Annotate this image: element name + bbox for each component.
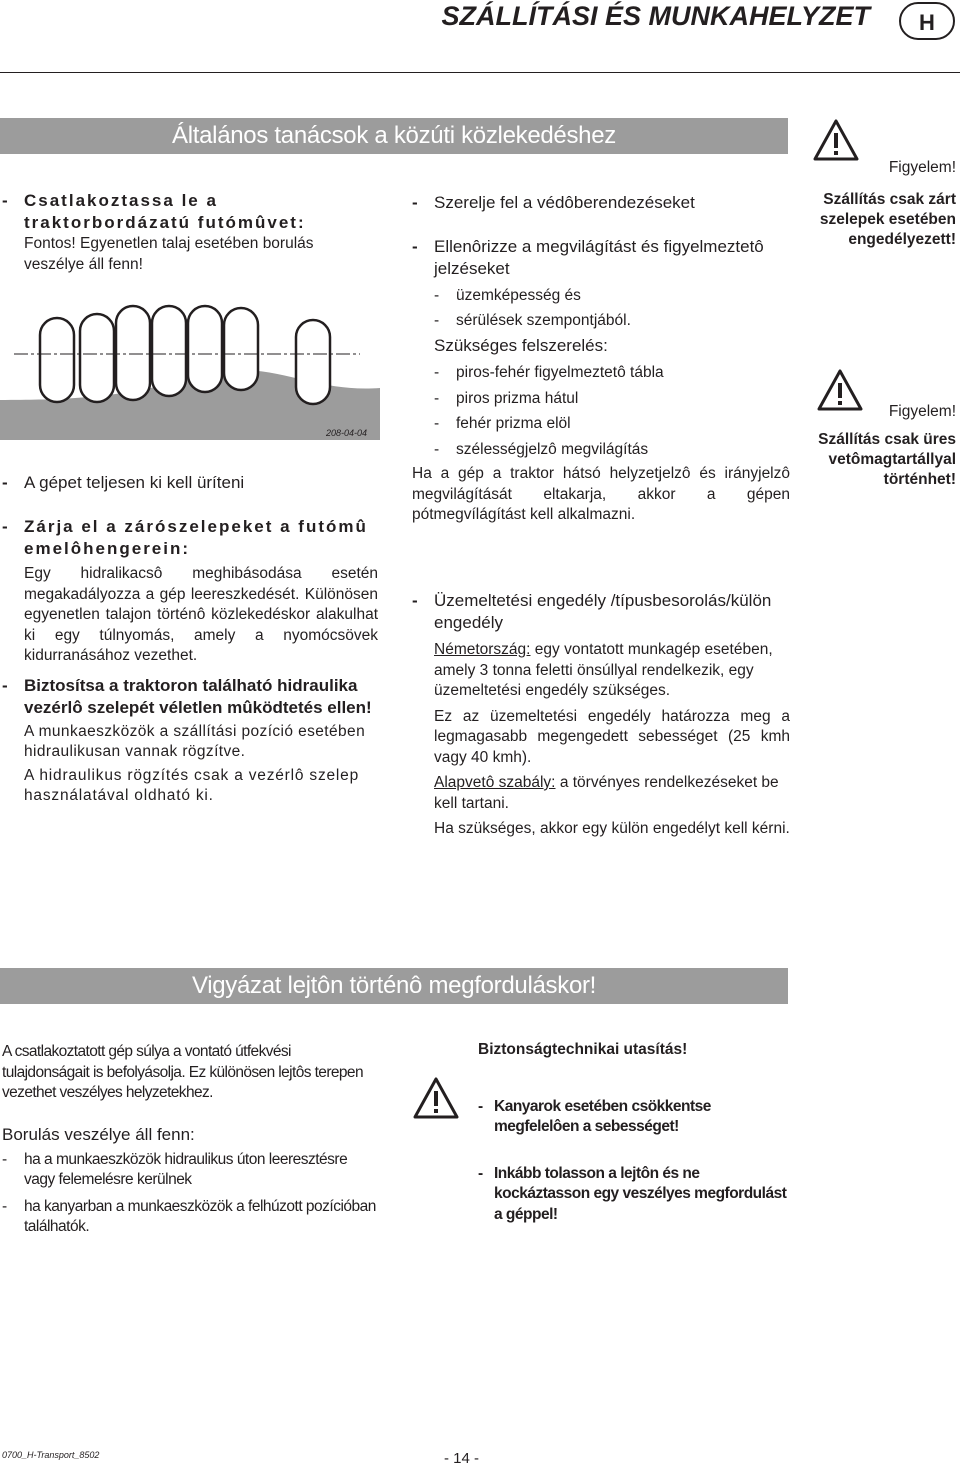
- middle-column-permit: [412, 590, 790, 840]
- safety-title: Biztonságtechnikai utasítás!: [478, 1041, 688, 1058]
- instruction-text: A hidraulikus rögzítés csak a vezérlô szelep használatával oldható ki.: [24, 766, 360, 804]
- instruction-text: Egy hidralikacsô meghibásodása esetén megakadályozza a gép leereszkedését. Különösen egyenetlen talajon történô közlekedéskor alakulhat ki egy túlnyomás, amely a nyomócsövek kidurranásához vezethet.: [24, 565, 378, 664]
- header-divider: [0, 72, 960, 73]
- instruction-block-valves: - Zárja el a zárószelepeket a futómû emelôhengerein: Egy hidralikacsô meghibásodása esetén megakadályozza a gép leereszkedését. Különösen egyenetlen talajon történô közlekedéskor alakulhat ki egy túlnyomás, amely a nyomócsövek kidurranásához vezethet.: [2, 516, 378, 667]
- equipment-list: [434, 363, 790, 460]
- instruction-block-empty: - A gépet teljesen ki kell üríteni: [2, 472, 378, 494]
- list-item: - Inkább tolasson a lejtôn és ne kockáztasson egy veszélyes megfordulást a géppel!: [478, 1164, 787, 1223]
- language-badge: H: [899, 2, 955, 40]
- instruction-text: Fontos! Egyenetlen talaj esetében borulás veszélye áll fenn!: [24, 235, 314, 273]
- instruction-title: Szerelje fel a védôberendezéseket: [434, 193, 695, 212]
- permit-text: Ez az üzemeltetési engedély határozza meg a legmagasabb megengedett sebességet (25 kmh vagy 40 kmh).: [434, 707, 790, 766]
- slope-left-column: [2, 1042, 378, 1238]
- check-list: [434, 286, 790, 331]
- list-item: - üzemképesség és: [434, 287, 581, 304]
- wheel-track-illustration: [0, 300, 380, 440]
- rollover-list: [2, 1150, 378, 1238]
- page-number: - 14 -: [444, 1450, 480, 1467]
- list-item: - sérülések szempontjából.: [434, 311, 631, 329]
- page-header-title: SZÁLLÍTÁSI ÉS MUNKAHELYZET: [441, 1, 870, 31]
- document-code: 0700_H-Transport_8502: [2, 1450, 100, 1460]
- warning-icon: [412, 1076, 460, 1125]
- list-item: - Kanyarok esetében csökkentse megfelelôen a sebességet!: [478, 1097, 711, 1135]
- warning-text: Szállítás csak üres vetômagtartállyal történhet!: [818, 431, 956, 488]
- instruction-title: Biztosítsa a traktoron található hidraulika vezérlô szelepét véletlen mûködtetés ellen!: [24, 675, 372, 717]
- instruction-block-permit: - Üzemeltetési engedély /típusbesorolás/külön engedély Németország: egy vontatott munkagép esetében, amely 3 tonna feletti önsúllyal rendelkezik, egy üzemeltetési engedély szükséges. Ez az üzemeltetési engedély határozza meg a legmagasabb megengedett sebességet (25 kmh vagy 40 kmh). Alapvetô szabály: a törvényes rendelkezéseket be kell tartani. Ha szükséges, akkor egy külön engedélyt kell kérni.: [412, 590, 790, 840]
- instruction-block-lighting: - Ellenôrizze a megvilágítást és figyelmeztetô jelzéseket - üzemképesség és - sérülések szempontjából. Szükséges felszerelés: - piros-fehér figyelmeztetô tábla - piros prizma hátul - fehér prizma elöl - szélességjelzô megvilágítás: [412, 236, 790, 460]
- instruction-title: Csatlakoztassa le a traktorbordázatú futómûvet:: [24, 191, 306, 232]
- list-item: - piros-fehér figyelmeztetô tábla: [434, 364, 664, 381]
- list-item: - ha a munkaeszközök hidraulikus úton leeresztésre vagy felemelésre kerülnek: [2, 1150, 348, 1188]
- instruction-block-hydraulic: - Biztosítsa a traktoron található hidraulika vezérlô szelepét véletlen mûködtetés ellen! A munkaeszközök a szállítási pozíció esetében hidraulikusan vannak rögzítve. A hidraulikus rögzítés csak a vezérlô szelep használatával oldható ki.: [2, 675, 378, 807]
- warning-text: Szállítás csak zárt szelepek esetében engedélyezett!: [819, 191, 956, 248]
- instruction-text: A munkaeszközök a szállítási pozíció esetében hidraulikusan vannak rögzítve.: [24, 722, 366, 760]
- safety-list: [478, 1097, 790, 1226]
- instruction-title: Üzemeltetési engedély /típusbesorolás/külön engedély: [434, 591, 772, 632]
- instruction-title: Zárja el a zárószelepeket a futómû emelôhengerein:: [24, 517, 368, 558]
- list-item: - szélességjelzô megvilágítás: [434, 440, 649, 458]
- middle-column: [412, 192, 790, 526]
- equipment-text: Ha a gép a traktor hátsó helyzetjelzô és irányjelzô megvilágítását eltakarja, akkor a gépen pótmegvílágítást kell alkalmazni.: [412, 465, 790, 523]
- warning-label: Figyelem!: [888, 159, 956, 176]
- left-column-lower: [2, 472, 378, 807]
- list-item: - fehér prizma elöl: [434, 415, 571, 432]
- instruction-title: A gépet teljesen ki kell üríteni: [24, 473, 245, 492]
- section-banner-slope: Vigyázat lejtôn történô megforduláskor!: [0, 968, 788, 1004]
- instruction-title: Ellenôrizze a megvilágítást és figyelmeztetô jelzéseket: [434, 237, 764, 278]
- safety-column: [478, 1040, 790, 1225]
- instruction-block-chassis: - Csatlakoztassa le a traktorbordázatú futómûvet: Fontos! Egyenetlen talaj esetében borulás veszélye áll fenn!: [2, 190, 378, 275]
- figure-code: 208-04-04: [326, 428, 368, 438]
- list-item: - ha kanyarban a munkaeszközök a felhúzott pozícióban találhatók.: [2, 1197, 376, 1235]
- list-item: - piros prizma hátul: [434, 389, 579, 407]
- section-banner-road-traffic: Általános tanácsok a közúti közlekedéshez: [0, 118, 788, 154]
- left-column: [2, 190, 378, 275]
- permit-text: Németország: egy vontatott munkagép esetében, amely 3 tonna feletti önsúllyal rendelkezik, egy üzemeltetési engedély szükséges.: [434, 641, 773, 699]
- rollover-title: Borulás veszélye áll fenn:: [2, 1124, 195, 1144]
- slope-text: A csatlakoztatott gép súlya a vontató útfekvési tulajdonságait is befolyásolja. Ez különösen lejtôs terepen vezethet veszélyes helyzetekhez.: [2, 1043, 363, 1101]
- instruction-block-protection: - Szerelje fel a védôberendezéseket: [412, 192, 790, 214]
- permit-text: Ha szükséges, akkor egy külön engedélyt kell kérni.: [434, 820, 790, 837]
- warning-label: Figyelem!: [888, 403, 956, 420]
- equipment-title: Szükséges felszerelés:: [434, 336, 608, 355]
- permit-rule: Alapvetô szabály: a törvényes rendelkezéseket be kell tartani.: [434, 774, 779, 812]
- wheel-track-drawing: [0, 300, 380, 440]
